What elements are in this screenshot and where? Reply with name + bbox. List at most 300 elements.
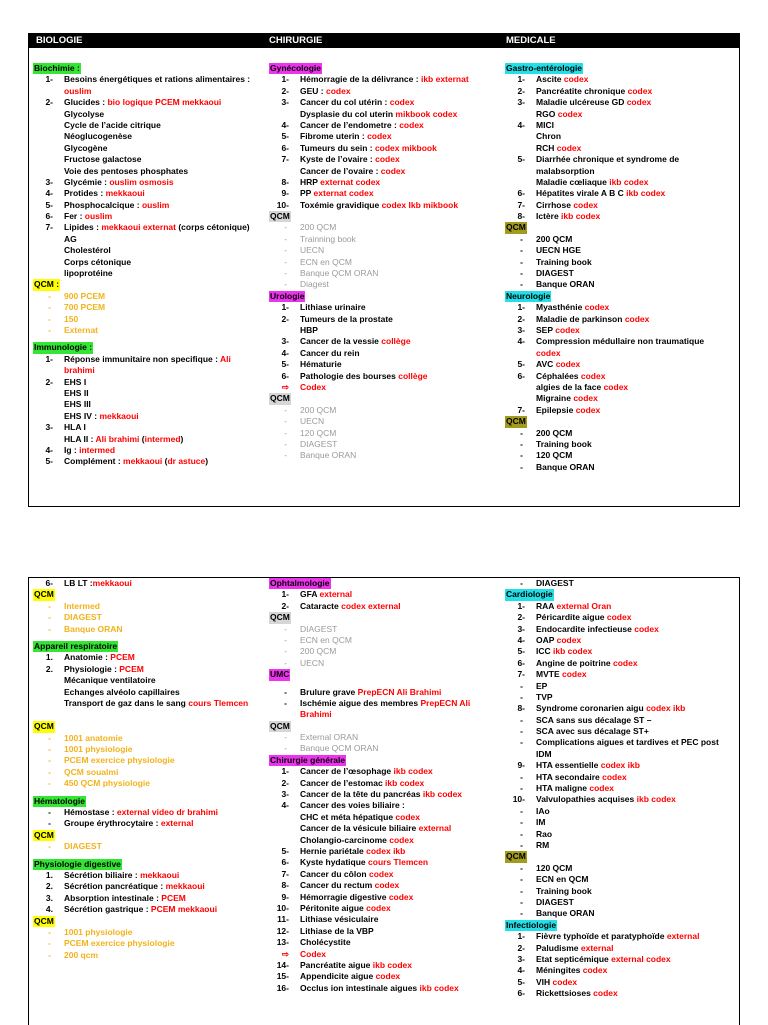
- list-marker: -: [520, 874, 523, 885]
- source-ref: mekkaoui: [105, 188, 145, 199]
- list-marker: 1-: [45, 74, 53, 85]
- item-text: [64, 807, 218, 818]
- item-text: [300, 166, 405, 177]
- sub-line: [33, 109, 265, 120]
- sub-line: [33, 411, 265, 422]
- text-segment: Diarrhée chronique et syndrome de: [536, 154, 680, 165]
- source-ref: mekkaoui externat: [101, 222, 179, 233]
- dash-item: [33, 767, 265, 778]
- list-marker: -: [520, 256, 523, 267]
- source-ref: codex: [561, 669, 587, 680]
- page-2: [28, 577, 740, 1025]
- list-marker: -: [48, 818, 51, 829]
- text-segment: Valvulopathies acquises: [536, 794, 637, 805]
- source-ref: codex: [580, 370, 606, 381]
- item-text: [300, 835, 414, 846]
- list-item: [505, 646, 737, 657]
- text-segment: SEP: [536, 324, 556, 335]
- text-segment: Physiologie :: [64, 663, 120, 674]
- item-text: [64, 74, 250, 85]
- item-text: [536, 382, 628, 393]
- section-heading: [33, 342, 265, 353]
- list-marker: 2.: [45, 881, 53, 892]
- list-marker: -: [520, 450, 523, 461]
- list-marker: 4-: [45, 188, 53, 199]
- qcm-label: [269, 612, 501, 623]
- item-text: [536, 692, 553, 703]
- text-segment: Fructose galactose: [64, 154, 142, 165]
- sub-line: [505, 177, 737, 188]
- list-marker: -: [520, 783, 523, 794]
- dash-item: [505, 257, 737, 268]
- list-item: [505, 336, 737, 347]
- source-ref: codex external: [341, 600, 401, 611]
- section-title: Gastro-entérologie: [506, 63, 583, 73]
- list-item: [505, 635, 737, 646]
- section-heading: [269, 291, 501, 302]
- dash-item: [33, 291, 265, 302]
- section-heading: [269, 578, 501, 589]
- dash-item: [33, 302, 265, 313]
- list-marker: 1-: [281, 589, 289, 600]
- source-ref: external video dr brahimi: [116, 807, 219, 818]
- list-item: [505, 74, 737, 85]
- list-marker: -: [284, 404, 287, 415]
- section-heading: [269, 755, 501, 766]
- sub-line: [33, 687, 265, 698]
- text-segment: Pathologie des bourses: [300, 370, 399, 381]
- list-item: [505, 371, 737, 382]
- item-text: [300, 336, 411, 347]
- section-heading: [33, 641, 265, 652]
- source-ref: external codex: [611, 953, 671, 964]
- sub-line: [33, 86, 265, 97]
- list-item: [269, 382, 501, 393]
- source-ref: ouslim: [64, 85, 92, 96]
- source-ref: ikb codex: [393, 766, 433, 777]
- list-marker: 5-: [517, 359, 525, 370]
- dash-item: [33, 938, 265, 949]
- section-title: Chirurgie générale: [270, 754, 346, 765]
- list-marker: -: [284, 279, 287, 290]
- dash-item: [269, 245, 501, 256]
- item-text: [536, 703, 685, 714]
- text-segment: DIAGEST: [64, 612, 102, 623]
- sub-line: [505, 131, 737, 142]
- text-segment: External ORAN: [300, 732, 359, 743]
- qcm-title: QCM: [270, 211, 290, 222]
- qcm-label: [505, 416, 737, 427]
- text-segment: Trainning book: [300, 233, 356, 244]
- item-text: [300, 937, 351, 948]
- list-marker: 3-: [45, 422, 53, 433]
- text-segment: Hernie pariétale: [300, 845, 367, 856]
- list-item: [269, 188, 501, 199]
- item-text: [300, 188, 374, 199]
- dash-item: [269, 428, 501, 439]
- item-text: [300, 766, 433, 777]
- page-1: [28, 33, 740, 507]
- list-marker: -: [520, 771, 523, 782]
- dash-item: [505, 681, 737, 692]
- text-segment: Cancer du col utérin :: [300, 97, 390, 108]
- source-ref: PrepECN Ali: [420, 697, 471, 708]
- item-text: [300, 257, 352, 268]
- dash-item: [269, 257, 501, 268]
- qcm-label: [33, 830, 265, 841]
- text-segment: AVC: [536, 359, 556, 370]
- item-text: [64, 354, 231, 365]
- text-segment: 120 QCM: [536, 450, 573, 461]
- text-segment: Hémorragie digestive: [300, 891, 389, 902]
- source-ref: mikbook codex: [395, 108, 458, 119]
- list-marker: -: [520, 680, 523, 691]
- dash-item: [269, 279, 501, 290]
- source-ref: codex: [556, 142, 582, 153]
- text-segment: EP: [536, 680, 548, 691]
- list-marker: ⇨: [281, 381, 289, 392]
- text-segment: HBP: [300, 324, 318, 335]
- source-ref: ouslim: [84, 211, 113, 222]
- list-item: [269, 336, 501, 347]
- text-segment: (: [141, 433, 145, 444]
- item-text: [300, 109, 457, 120]
- item-text: [64, 211, 112, 222]
- dash-item: [269, 658, 501, 669]
- header-biologie: BIOLOGIE: [36, 35, 83, 46]
- list-item: [269, 589, 501, 600]
- text-segment: ECN en QCM: [536, 874, 589, 885]
- text-segment: IAo: [536, 805, 550, 816]
- dash-item: [269, 646, 501, 657]
- sub-line: [33, 131, 265, 142]
- item-text: [64, 188, 145, 199]
- text-segment: Tumeurs de la prostate: [300, 313, 393, 324]
- list-marker: -: [284, 686, 287, 697]
- text-segment: HLA II :: [64, 433, 96, 444]
- text-segment: Hémostase :: [64, 807, 117, 818]
- sub-line: [269, 166, 501, 177]
- dash-item: [505, 840, 737, 851]
- item-text: [300, 732, 358, 743]
- source-ref: external: [319, 589, 353, 600]
- item-text: [64, 131, 132, 142]
- item-text: [536, 908, 595, 919]
- list-marker: 2-: [45, 97, 53, 108]
- text-segment: Cirrhose: [536, 199, 574, 210]
- item-text: [64, 97, 221, 108]
- list-marker: 6-: [517, 370, 525, 381]
- list-marker: -: [520, 279, 523, 290]
- list-item: [505, 211, 737, 222]
- section-title: Infectiologie: [506, 919, 557, 930]
- list-marker: 6-: [281, 142, 289, 153]
- text-segment: Lipides :: [64, 222, 102, 233]
- sub-line: [33, 234, 265, 245]
- text-segment: PP: [300, 188, 314, 199]
- text-segment: 200 QCM: [300, 404, 337, 415]
- item-text: [300, 279, 329, 290]
- list-marker: 11-: [277, 914, 289, 925]
- qcm-title: QCM: [34, 721, 54, 732]
- list-item: [269, 846, 501, 857]
- list-item: [505, 154, 737, 165]
- list-item: [505, 188, 737, 199]
- dash-item: [269, 268, 501, 279]
- list-marker: -: [48, 600, 51, 611]
- text-segment: Training book: [536, 885, 592, 896]
- list-item: [505, 325, 737, 336]
- text-segment: LB LT :: [64, 578, 93, 588]
- item-text: [536, 325, 580, 336]
- item-text: [64, 422, 86, 433]
- item-text: [536, 439, 592, 450]
- item-text: [536, 749, 552, 760]
- dash-item: [269, 698, 501, 709]
- text-segment: Cycle de l’acide citrique: [64, 119, 161, 130]
- list-marker: 4-: [281, 800, 289, 811]
- item-text: [64, 841, 102, 852]
- list-marker: 7-: [517, 404, 525, 415]
- item-text: [64, 893, 186, 904]
- list-marker: 3-: [281, 97, 289, 108]
- item-text: [536, 393, 598, 404]
- text-segment: PCEM exercice physiologie: [64, 755, 175, 766]
- text-segment: 200 QCM: [300, 222, 337, 233]
- source-ref: external: [666, 931, 700, 942]
- list-marker: 1-: [517, 931, 525, 942]
- text-segment: HRP: [300, 176, 321, 187]
- list-marker: -: [520, 438, 523, 449]
- list-item: [269, 778, 501, 789]
- dash-item: [269, 450, 501, 461]
- text-segment: RCH: [536, 142, 557, 153]
- item-text: [536, 863, 572, 874]
- text-segment: Cholécystite: [300, 937, 351, 948]
- list-item: [33, 211, 265, 222]
- sub-line: [505, 393, 737, 404]
- list-item: [505, 988, 737, 999]
- list-marker: 2-: [281, 313, 289, 324]
- sub-line: [33, 257, 265, 268]
- item-text: [300, 439, 337, 450]
- list-item: [505, 314, 737, 325]
- list-marker: -: [520, 691, 523, 702]
- text-segment: SCA avec sus décalage ST+: [536, 726, 649, 737]
- text-segment: UECN: [300, 657, 325, 668]
- source-ref: externat codex: [320, 176, 381, 187]
- list-item: [33, 222, 265, 233]
- source-ref: ouslim osmosis: [109, 176, 174, 187]
- list-marker: -: [284, 732, 287, 743]
- item-text: [536, 154, 679, 165]
- qcm-title: QCM: [34, 589, 54, 600]
- text-segment: Cancer du côlon: [300, 868, 369, 879]
- source-ref: codex: [626, 97, 652, 108]
- source-ref: cours Tlemcen: [368, 857, 429, 868]
- item-text: [300, 789, 462, 800]
- list-marker: 4-: [517, 336, 525, 347]
- source-ref: codex: [575, 404, 601, 415]
- item-text: [536, 715, 651, 726]
- text-segment: UECN HGE: [536, 245, 581, 256]
- source-ref: intermed: [144, 433, 181, 444]
- sub-line: [33, 434, 265, 445]
- list-item: [269, 314, 501, 325]
- sub-line: [269, 709, 501, 720]
- text-segment: Brulure grave: [300, 686, 358, 697]
- item-text: [536, 302, 609, 313]
- source-ref: codex: [389, 834, 414, 845]
- text-segment: Sécrétion biliaire :: [64, 869, 141, 880]
- item-text: [64, 245, 111, 256]
- item-text: [64, 86, 91, 97]
- text-segment: Réponse immunitaire non specifique :: [64, 353, 221, 364]
- text-segment: Fibrome uterin :: [300, 131, 368, 142]
- list-marker: 9-: [281, 891, 289, 902]
- list-item: [33, 74, 265, 85]
- dash-item: [505, 279, 737, 290]
- sub-line: [269, 812, 501, 823]
- section-heading: [33, 796, 265, 807]
- item-text: [536, 200, 598, 211]
- item-text: [536, 737, 719, 748]
- item-text: [300, 314, 393, 325]
- source-ref: codex: [627, 85, 653, 96]
- source-ref: codex: [395, 811, 420, 822]
- sub-line: [505, 166, 737, 177]
- text-segment: Banque ORAN: [536, 279, 595, 290]
- text-segment: Besoins énergétiques et rations alimentaires :: [64, 74, 251, 85]
- text-segment: Glycogène: [64, 142, 108, 153]
- source-ref: codex: [624, 313, 650, 324]
- text-segment: PCEM exercice physiologie: [64, 938, 175, 949]
- text-segment: SCA sans sus décalage ST –: [536, 714, 652, 725]
- list-item: [269, 766, 501, 777]
- qcm-title: QCM: [506, 416, 526, 427]
- dash-item: [505, 863, 737, 874]
- list-item: [33, 177, 265, 188]
- item-text: [300, 589, 352, 600]
- item-text: [300, 120, 424, 131]
- sub-line: [33, 698, 265, 709]
- item-text: [536, 886, 592, 897]
- text-segment: DIAGEST: [300, 438, 338, 449]
- list-marker: 9-: [517, 760, 525, 771]
- text-segment: Cancer de l’œsophage: [300, 766, 394, 777]
- source-ref: codex: [375, 971, 401, 982]
- text-segment: (corps cétonique): [178, 222, 250, 233]
- text-segment: RM: [536, 839, 550, 850]
- text-segment: HLA I: [64, 422, 86, 433]
- dash-item: [505, 806, 737, 817]
- list-marker: 4-: [45, 444, 53, 455]
- item-text: [536, 874, 588, 885]
- dash-item: [33, 841, 265, 852]
- dash-item: [33, 744, 265, 755]
- source-ref: intermed: [79, 444, 116, 455]
- source-ref: ikb codex: [419, 982, 459, 993]
- dash-item: [33, 755, 265, 766]
- source-ref: ikb codex: [372, 959, 412, 970]
- item-text: [64, 687, 180, 698]
- dash-item: [33, 950, 265, 961]
- item-text: [64, 927, 133, 938]
- list-marker: 3-: [517, 953, 525, 964]
- text-segment: Glycémie :: [64, 176, 110, 187]
- source-ref: Codex: [300, 948, 326, 959]
- list-item: [269, 200, 501, 211]
- list-item: [269, 348, 501, 359]
- text-segment: Rickettsioses: [536, 988, 594, 999]
- list-marker: 2.: [45, 663, 53, 674]
- text-segment: Glucides :: [64, 97, 108, 108]
- text-segment: QCM soualmi: [64, 766, 119, 777]
- item-text: [300, 302, 366, 313]
- item-text: [300, 382, 326, 393]
- item-text: [64, 314, 78, 325]
- list-marker: -: [520, 885, 523, 896]
- text-segment: Banque ORAN: [536, 908, 595, 919]
- text-segment: Banque ORAN: [536, 461, 595, 472]
- text-segment: Cancer du rectum: [300, 880, 375, 891]
- list-item: [269, 903, 501, 914]
- text-segment: Ascite: [536, 74, 564, 85]
- dash-item: [269, 743, 501, 754]
- item-text: [536, 74, 588, 85]
- sub-line: [33, 388, 265, 399]
- section-title: Hématologie: [34, 795, 86, 806]
- dash-item: [505, 450, 737, 461]
- list-item: [269, 120, 501, 131]
- qcm-label: [33, 916, 265, 927]
- item-text: [300, 949, 326, 960]
- source-ref: codex: [606, 612, 632, 623]
- list-marker: 6-: [45, 578, 53, 588]
- item-text: [64, 445, 115, 456]
- item-text: [300, 234, 356, 245]
- list-marker: 4-: [517, 119, 525, 130]
- text-segment: Paludisme: [536, 942, 581, 953]
- text-segment: 200 qcm: [64, 949, 99, 960]
- column-chirurgie: [269, 63, 501, 462]
- list-item: [505, 624, 737, 635]
- text-segment: Etat septicémique: [536, 953, 612, 964]
- text-segment: DIAGEST: [300, 623, 338, 634]
- sub-line: [33, 245, 265, 256]
- list-marker: 12-: [276, 925, 289, 936]
- item-text: [300, 709, 332, 720]
- item-text: [64, 675, 156, 686]
- list-item: [505, 965, 737, 976]
- item-text: [536, 405, 600, 416]
- list-marker: 2-: [281, 85, 289, 96]
- text-segment: 200 QCM: [536, 233, 573, 244]
- item-text: [536, 612, 631, 623]
- list-marker: -: [284, 222, 287, 233]
- list-marker: 4.: [45, 904, 53, 915]
- text-segment: Méningites: [536, 965, 583, 976]
- text-segment: EHS II: [64, 387, 89, 398]
- text-segment: Absorption intestinale :: [64, 892, 162, 903]
- sub-line: [505, 348, 737, 359]
- list-marker: 3-: [517, 623, 525, 634]
- list-marker: 5-: [281, 845, 289, 856]
- qcm-label: [33, 279, 265, 290]
- item-text: [300, 222, 336, 233]
- dash-item: [33, 612, 265, 623]
- item-text: [300, 359, 342, 370]
